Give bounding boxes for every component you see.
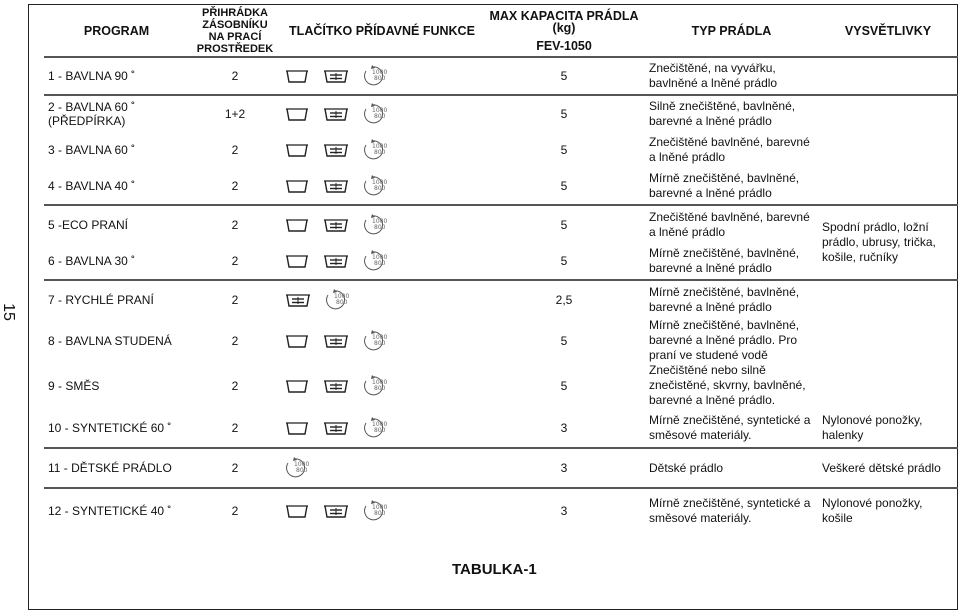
function-icons [281,318,483,363]
header-function-button: TLAČÍTKO PŘÍDAVNÉ FUNKCE [281,6,483,57]
prewash-tub-icon [323,503,349,519]
svg-text:1000: 1000 [294,461,310,468]
notes [818,363,958,408]
program-name: 7 - RYCHLÉ PRANÍ [44,280,189,318]
svg-text:1000: 1000 [372,69,388,76]
table-row [44,448,958,488]
laundry-type: Mírně znečištěné, syntetické a směsové materiály. [645,488,818,532]
wash-tub-icon [285,142,309,158]
svg-text:800: 800 [374,223,386,231]
laundry-type: Mírně znečištěné, bavlněné, barevné a lněné prádlo [649,246,800,275]
function-icons [281,168,483,205]
detergent-compartment: 2 [231,69,239,83]
svg-text:1000: 1000 [372,254,388,261]
laundry-type: Mírně znečištěné, bavlněné, barevné a lněné prádlo [649,171,800,200]
table-row [44,57,958,95]
program-name: 8 - BAVLNA STUDENÁ [48,333,172,348]
header-model: FEV-1050 [536,39,592,53]
svg-text:1000: 1000 [372,378,388,386]
svg-text:800: 800 [296,467,308,474]
spin-speed-icon [285,457,311,479]
spin-speed-icon [363,139,389,161]
function-icons [281,57,483,95]
notes: Veškeré dětské prádlo [818,448,958,488]
function-icons [281,131,483,168]
detergent-compartment: 2 [231,142,239,157]
svg-text:800: 800 [374,426,386,434]
spin-speed-icon [325,289,351,311]
program-name: 6 - BAVLNA 30 ˚ [48,254,136,268]
laundry-type: Silně znečištěné, bavlněné, barevné a lněné prádlo [645,95,818,131]
wash-tub-icon [285,333,309,349]
program-name: 2 - BAVLNA 60 ˚ (PŘEDPÍRKA) [44,95,189,131]
wash-tub-icon [285,106,309,122]
notes [818,57,958,95]
svg-text:800: 800 [374,260,386,267]
detergent-compartment: 2 [189,280,281,318]
table-row [44,363,958,408]
svg-text:800: 800 [374,339,386,347]
notes [818,280,958,318]
notes: Nylonové ponožky, halenky [822,412,923,442]
laundry-type: Znečištěné bavlněné, barevné a lněné prádlo [645,205,818,243]
capacity-value: 5 [560,378,568,393]
notes: Spodní prádlo, ložní prádlo, ubrusy, trička, košile, ručníky [818,205,958,280]
table-row [44,488,958,532]
capacity-value: 5 [560,179,568,193]
table-row [44,318,958,363]
detergent-compartment: 2 [189,448,281,488]
function-icons [281,205,483,243]
svg-text:800: 800 [374,148,386,156]
prewash-tub-icon [323,68,349,84]
laundry-type: Znečištěné bavlněné, barevné a lněné prádlo [649,134,810,164]
prewash-tub-icon [323,217,349,233]
notes [818,168,958,205]
notes [818,318,958,363]
program-name: 1 - BAVLNA 90 ˚ [48,69,136,83]
svg-text:800: 800 [374,384,386,392]
table-row [44,131,958,168]
function-icons [281,408,483,448]
svg-text:800: 800 [374,509,386,517]
svg-text:1000: 1000 [372,106,388,114]
header-detergent: PŘIHRÁDKA ZÁSOBNÍKU NA PRACÍ PROSTŘEDEK [189,6,281,57]
header-capacity-label: MAX KAPACITA PRÁDLA (kg) [489,9,639,35]
laundry-type: Mírně znečištěné, bavlněné, barevné a lněné prádlo. Pro praní ve studené vodě [649,318,800,362]
spin-speed-icon [363,214,389,236]
header-capacity [483,6,645,57]
prewash-tub-icon [323,378,349,394]
function-icons [281,448,483,488]
capacity-value: 3 [483,488,645,532]
detergent-compartment: 1+2 [189,95,281,131]
detergent-compartment: 2 [231,179,239,193]
spin-speed-icon [363,103,389,125]
capacity-value: 5 [560,333,568,348]
table-row [44,408,958,448]
spin-speed-icon [363,175,389,197]
capacity-value: 3 [483,448,645,488]
function-icons [281,488,483,532]
svg-text:1000: 1000 [372,217,388,225]
spin-speed-icon [363,375,389,397]
wash-tub-icon [285,420,309,436]
spin-speed-icon [363,250,389,272]
svg-text:800: 800 [374,75,386,82]
capacity-value: 5 [560,142,568,157]
wash-tub-icon [285,378,309,394]
wash-tub-icon [285,68,309,84]
laundry-type: Znečištěné nebo silně znečistěné, skvrny, bavlněné, barevné a lněné prádlo. [649,363,806,407]
function-icons [281,363,483,408]
capacity-value: 5 [560,254,568,268]
header-notes: VYSVĚTLIVKY [818,6,958,57]
program-name: 9 - SMĚS [48,378,100,393]
page-number: 15 [0,303,17,321]
spin-speed-icon [363,417,389,439]
prewash-tub-icon [323,106,349,122]
program-name: 11 - DĚTSKÉ PRÁDLO [44,448,189,488]
detergent-compartment: 2 [231,333,239,348]
wash-tub-icon [285,178,309,194]
detergent-compartment: 2 [231,420,239,435]
spin-speed-icon [363,65,389,87]
table-row [44,205,958,243]
capacity-value: 5 [483,95,645,131]
notes [818,95,958,131]
prewash-tub-icon [323,253,349,269]
header-program: PROGRAM [44,6,189,57]
svg-text:800: 800 [374,185,386,192]
function-icons [281,243,483,280]
detergent-compartment: 2 [189,488,281,532]
program-name: 12 - SYNTETICKÉ 40 ˚ [44,488,189,532]
capacity-value: 5 [483,205,645,243]
capacity-value: 2,5 [483,280,645,318]
laundry-type: Dětské prádlo [645,448,818,488]
svg-text:800: 800 [374,112,386,120]
program-name: 3 - BAVLNA 60 ˚ [48,142,136,157]
notes: Nylonové ponožky, košile [818,488,958,532]
laundry-type: Mírně znečištěné, syntetické a směsové materiály. [649,412,811,442]
svg-text:1000: 1000 [372,142,388,150]
header-laundry-type: TYP PRÁDLA [645,6,818,57]
svg-text:1000: 1000 [372,179,388,186]
notes [818,131,958,168]
function-icons [281,95,483,131]
program-table [44,6,958,532]
svg-text:1000: 1000 [334,292,350,300]
prewash-tub-icon [323,420,349,436]
program-name: 10 - SYNTETICKÉ 60 ˚ [48,420,172,435]
table-row [44,168,958,205]
svg-text:1000: 1000 [372,420,388,428]
prewash-tub-icon [285,292,311,308]
svg-text:1000: 1000 [372,333,388,341]
prewash-tub-icon [323,178,349,194]
detergent-compartment: 2 [231,254,239,268]
spin-speed-icon [363,500,389,522]
laundry-type: Mírně znečištěné, bavlněné, barevné a lněné prádlo [645,280,818,318]
spin-speed-icon [363,330,389,352]
laundry-type: Znečištěné, na vyvářku, bavlněné a lněné prádlo [649,61,778,90]
detergent-compartment: 2 [231,378,239,393]
table-caption: TABULKA-1 [452,561,537,578]
wash-tub-icon [285,217,309,233]
svg-text:1000: 1000 [372,503,388,511]
capacity-value: 5 [560,69,568,83]
table-row [44,95,958,131]
svg-text:800: 800 [336,298,348,306]
prewash-tub-icon [323,333,349,349]
program-name: 4 - BAVLNA 40 ˚ [48,179,136,193]
prewash-tub-icon [323,142,349,158]
capacity-value: 3 [560,420,568,435]
wash-tub-icon [285,253,309,269]
wash-tub-icon [285,503,309,519]
program-name: 5 -ECO PRANÍ [44,205,189,243]
detergent-compartment: 2 [189,205,281,243]
table-row [44,280,958,318]
function-icons [281,280,483,318]
